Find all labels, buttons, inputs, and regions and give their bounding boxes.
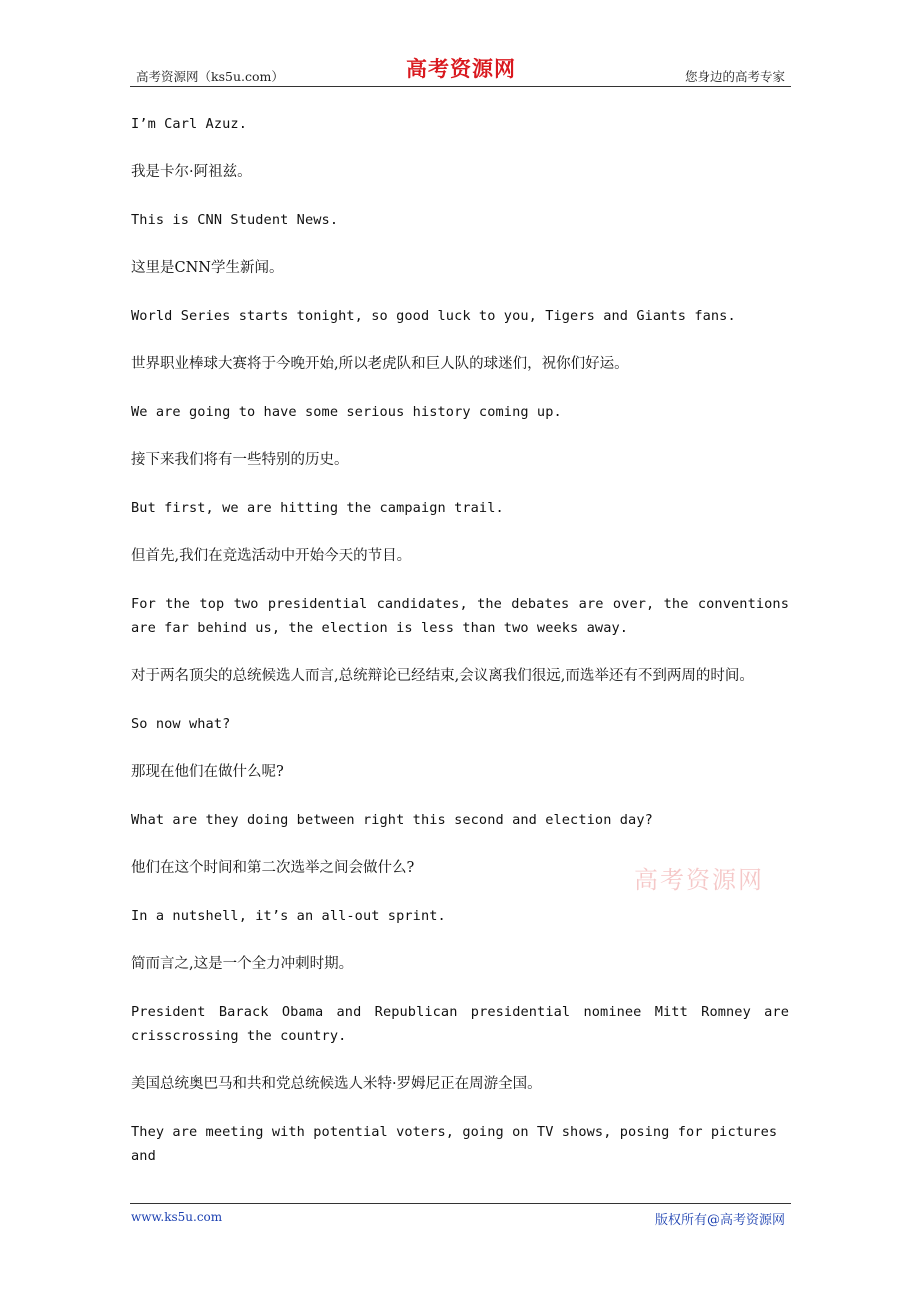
paragraph-zh: 对于两名顶尖的总统候选人而言,总统辩论已经结束,会议离我们很远,而选举还有不到两周的时间。 <box>131 668 754 684</box>
paragraph-en: They are meeting with potential voters, going on TV shows, posing for pictures and <box>131 1124 778 1164</box>
header-site-name: 高考资源网（ks5u.com） <box>136 69 284 84</box>
page-header <box>130 50 791 87</box>
paragraph-zh: 他们在这个时间和第二次选举之间会做什么? <box>131 860 415 876</box>
paragraph-en: So now what? <box>131 716 231 732</box>
watermark-logo: 高考资源网 <box>634 866 764 894</box>
paragraph-zh: 那现在他们在做什么呢? <box>131 764 284 780</box>
paragraph-en: President Barack Obama and Republican presidential nominee Mitt Romney are crisscrossing the country. <box>131 1004 789 1044</box>
paragraph-zh: 接下来我们将有一些特别的历史。 <box>131 452 349 468</box>
paragraph-en: We are going to have some serious history coming up. <box>131 404 562 420</box>
paragraph-zh: 简而言之,这是一个全力冲刺时期。 <box>131 956 354 972</box>
paragraph-zh: 但首先,我们在竞选活动中开始今天的节目。 <box>131 548 412 564</box>
paragraph-en: I’m Carl Azuz. <box>131 116 247 132</box>
paragraph-zh: 世界职业棒球大赛将于今晚开始,所以老虎队和巨人队的球迷们，祝你们好运。 <box>131 356 629 372</box>
document-body <box>131 112 789 1168</box>
footer-copyright: 版权所有@高考资源网 <box>654 1213 785 1228</box>
paragraph-en: This is CNN Student News. <box>131 212 339 228</box>
paragraph-zh: 我是卡尔·阿祖兹。 <box>131 164 252 180</box>
footer-site-link[interactable]: www.ks5u.com <box>131 1210 223 1224</box>
paragraph-en: For the top two presidential candidates, the debates are over, the conventions are far behind us, the election is less than two weeks away. <box>131 596 789 636</box>
paragraph-en: But first, we are hitting the campaign trail. <box>131 500 504 516</box>
paragraph-en: What are they doing between right this second and election day? <box>131 812 653 828</box>
paragraph-zh: 美国总统奥巴马和共和党总统候选人米特·罗姆尼正在周游全国。 <box>131 1076 542 1092</box>
paragraph-en: World Series starts tonight, so good luck to you, Tigers and Giants fans. <box>131 308 736 324</box>
header-slogan: 您身边的高考专家 <box>684 69 785 84</box>
paragraph-zh: 这里是CNN学生新闻。 <box>131 260 284 276</box>
paragraph-en: In a nutshell, it’s an all-out sprint. <box>131 908 446 924</box>
header-logo: 高考资源网 <box>406 56 516 81</box>
page-footer <box>130 1203 791 1232</box>
